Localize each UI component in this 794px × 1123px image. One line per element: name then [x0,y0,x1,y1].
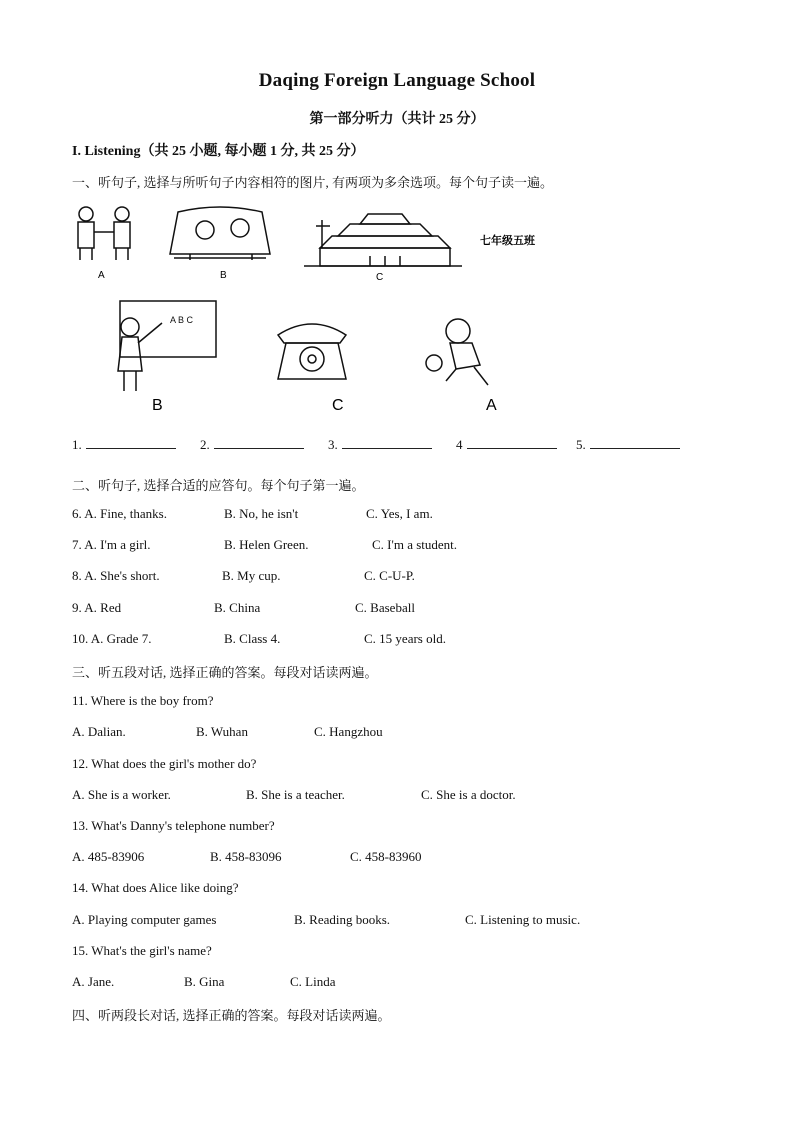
picture-label-a: A [98,270,105,281]
section3-instruction: 三、听五段对话, 选择正确的答案。每段对话读两遍。 [72,665,378,680]
question-9: 9. A. Red [72,600,122,615]
section4-instruction: 四、听两段长对话, 选择正确的答案。每段对话读两遍。 [72,1008,391,1023]
option-11c[interactable]: C. Hangzhou [314,724,383,739]
blank-line[interactable] [86,434,176,449]
question-12: 12. What does the girl's mother do? [72,756,257,771]
option-8c[interactable]: C. C-U-P. [364,568,415,583]
option-15c[interactable]: C. Linda [290,974,336,989]
extra-label-c: C [332,397,344,414]
question-10: 10. A. Grade 7. [72,631,152,646]
option-14a[interactable]: A. Playing computer games [72,912,217,927]
option-9c[interactable]: C. Baseball [355,600,415,615]
option-6b[interactable]: B. No, he isn't [224,506,299,521]
question-14: 14. What does Alice like doing? [72,880,239,895]
blank-number: 1. [72,437,82,452]
teacher-picture [118,301,216,391]
option-13a[interactable]: A. 485-83906 [72,849,145,864]
blank-line[interactable] [214,434,304,449]
answer-blank-4[interactable] [456,434,557,453]
extra-label-b: B [152,397,163,414]
section1-instruction: 一、听句子, 选择与所听句子内容相符的图片, 有两项为多余选项。每个句子读一遍。 [72,175,554,190]
option-13c[interactable]: C. 458-83960 [350,849,422,864]
blank-number: 3. [328,437,338,452]
car-picture [170,207,270,260]
page-subtitle: 第一部分听力（共计 25 分） [309,112,485,127]
option-12a[interactable]: A. She is a worker. [72,787,171,802]
option-11a[interactable]: A. Dalian. [72,724,126,739]
question-8: 8. A. She's short. [72,568,160,583]
extra-label-a: A [486,397,497,414]
option-12b[interactable]: B. She is a teacher. [246,787,345,802]
option-10b[interactable]: B. Class 4. [224,631,281,646]
question-15: 15. What's the girl's name? [72,943,212,958]
listening-heading: I. Listening（共 25 小题, 每小题 1 分, 共 25 分） [72,144,365,159]
option-11b[interactable]: B. Wuhan [196,724,248,739]
picture-label-b: B [220,270,227,281]
answer-blank-1[interactable] [72,434,176,453]
option-15b[interactable]: B. Gina [184,974,225,989]
blank-number: 4 [456,437,463,452]
page-title: Daqing Foreign Language School [258,70,536,91]
blank-number: 5. [576,437,586,452]
blank-line[interactable] [590,434,680,449]
question-13: 13. What's Danny's telephone number? [72,818,275,833]
option-15a[interactable]: A. Jane. [72,974,115,989]
answer-blank-2[interactable] [200,434,304,453]
option-9b[interactable]: B. China [214,600,261,615]
option-10c[interactable]: C. 15 years old. [364,631,446,646]
blank-line[interactable] [342,434,432,449]
picture-row-top [70,200,560,290]
answer-blank-5[interactable] [576,434,680,453]
option-12c[interactable]: C. She is a doctor. [421,787,516,802]
question-7: 7. A. I'm a girl. [72,537,151,552]
handshake-picture [78,207,130,260]
option-14b[interactable]: B. Reading books. [294,912,391,927]
question-6: 6. A. Fine, thanks. [72,506,167,521]
option-7b[interactable]: B. Helen Green. [224,537,309,552]
picture-label-c: C [376,272,384,283]
class-sign-text: 七年级五班 [480,235,535,247]
section2-instruction: 二、听句子, 选择合适的应答句。每个句子第一遍。 [72,478,365,493]
option-13b[interactable]: B. 458-83096 [210,849,282,864]
blank-number: 2. [200,437,210,452]
blank-line[interactable] [467,434,557,449]
answer-blank-3[interactable] [328,434,432,453]
svg-text:A B C: A B C [170,315,194,325]
football-picture [426,319,488,385]
option-7c[interactable]: C. I'm a student. [372,537,458,552]
option-8b[interactable]: B. My cup. [222,568,281,583]
question-11: 11. Where is the boy from? [72,693,214,708]
telephone-picture [278,324,346,379]
option-6c[interactable]: C. Yes, I am. [366,506,433,521]
picture-row-bottom [100,295,520,420]
option-14c[interactable]: C. Listening to music. [465,912,581,927]
tiananmen-picture [304,214,462,266]
